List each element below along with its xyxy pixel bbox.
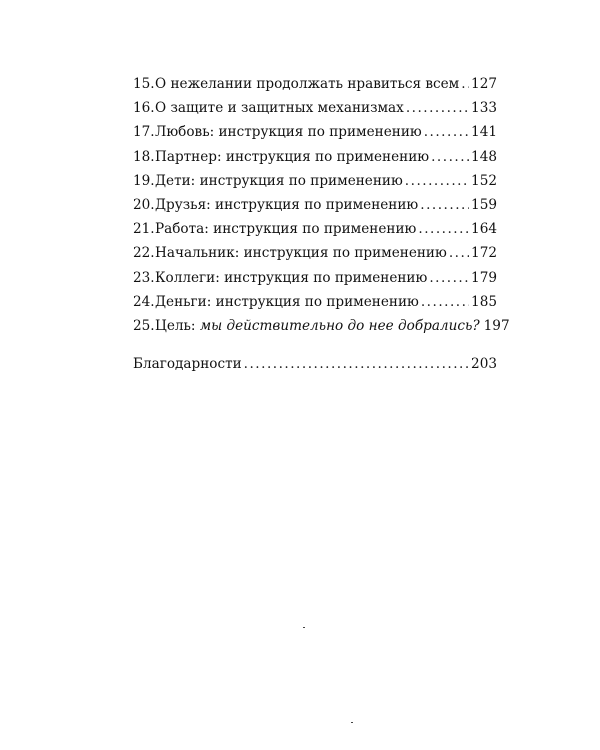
toc-entry-number: 15.: [133, 76, 155, 92]
toc-entry-page: 164: [471, 221, 497, 238]
toc-entry-title: Любовь: инструкция по применению: [155, 124, 422, 141]
toc-entry-number: 16.: [133, 100, 155, 117]
toc-spacer: [133, 338, 497, 352]
toc-entry-17: [133, 120, 497, 144]
toc-entry-title: Деньги: инструкция по применению: [155, 293, 419, 310]
toc-entry-number: 21.: [133, 221, 155, 238]
toc-entry-page: 185: [471, 293, 497, 310]
toc-entry-title: Дети: инструкция по применению: [155, 172, 403, 189]
toc-entry-25: [133, 314, 510, 338]
scan-speck: [351, 722, 353, 723]
toc-entry-page: 172: [471, 245, 497, 262]
toc-entry-acknowledgements: [133, 352, 497, 376]
toc-leader-dots: [420, 193, 469, 217]
scan-speck: [303, 627, 305, 628]
toc-entry-page: 152: [471, 172, 497, 189]
toc-entry-16: [133, 96, 497, 120]
toc-entry-title: Цель: мы действительно до нее добрались?: [155, 317, 480, 334]
toc-leader-dots: [461, 72, 469, 96]
toc-entry-page: 141: [471, 124, 497, 141]
toc-entry-21: [133, 217, 497, 241]
toc-entry-page: 159: [471, 196, 497, 213]
toc-entry-title: Друзья: инструкция по применению: [155, 196, 419, 213]
toc-entry-number: 25.: [133, 317, 155, 334]
toc-entry-title: Благодарности: [133, 356, 242, 373]
toc-entry-page: 179: [471, 269, 497, 286]
toc-leader-dots: [405, 169, 469, 193]
toc-entry-page: 203: [471, 356, 497, 373]
toc-entry-15: [133, 72, 497, 96]
toc-entry-18: [133, 145, 497, 169]
toc-entry-page: 133: [471, 100, 497, 117]
toc-entry-24: [133, 290, 497, 314]
toc-leader-dots: [421, 290, 469, 314]
toc-leader-dots: [431, 145, 469, 169]
toc-entry-23: [133, 266, 497, 290]
toc-entry-title: Партнер: инструкция по применению: [155, 148, 430, 165]
toc-entry-number: 24.: [133, 293, 155, 310]
toc-entry-19: [133, 169, 497, 193]
toc-entry-title: Начальник: инструкция по применению: [155, 245, 447, 262]
toc-entry-title: Коллеги: инструкция по применению: [155, 269, 428, 286]
toc-entry-title: Работа: инструкция по применению: [155, 221, 417, 238]
toc-entry-number: 20.: [133, 196, 155, 213]
toc-leader-dots: [449, 241, 469, 265]
toc-entry-page: 127: [471, 76, 497, 92]
toc-entry-number: 17.: [133, 124, 155, 141]
table-of-contents: [133, 72, 510, 376]
toc-entry-number: 22.: [133, 245, 155, 262]
toc-entry-20: [133, 193, 497, 217]
toc-leader-dots: [429, 266, 469, 290]
toc-leader-dots: [406, 96, 469, 120]
toc-leader-dots: [418, 217, 469, 241]
toc-entry-22: [133, 241, 497, 265]
toc-entry-title: О защите и защитных механизмах: [155, 100, 404, 117]
toc-leader-dots: [244, 352, 469, 376]
toc-entry-page: 148: [471, 148, 497, 165]
toc-entry-title: О нежелании продолжать нравиться всем: [155, 76, 460, 92]
toc-entry-page: 197: [483, 317, 510, 334]
toc-entry-number: 18.: [133, 148, 155, 165]
toc-entry-number: 19.: [133, 172, 155, 189]
toc-leader-dots: [424, 120, 469, 144]
toc-entry-number: 23.: [133, 269, 155, 286]
